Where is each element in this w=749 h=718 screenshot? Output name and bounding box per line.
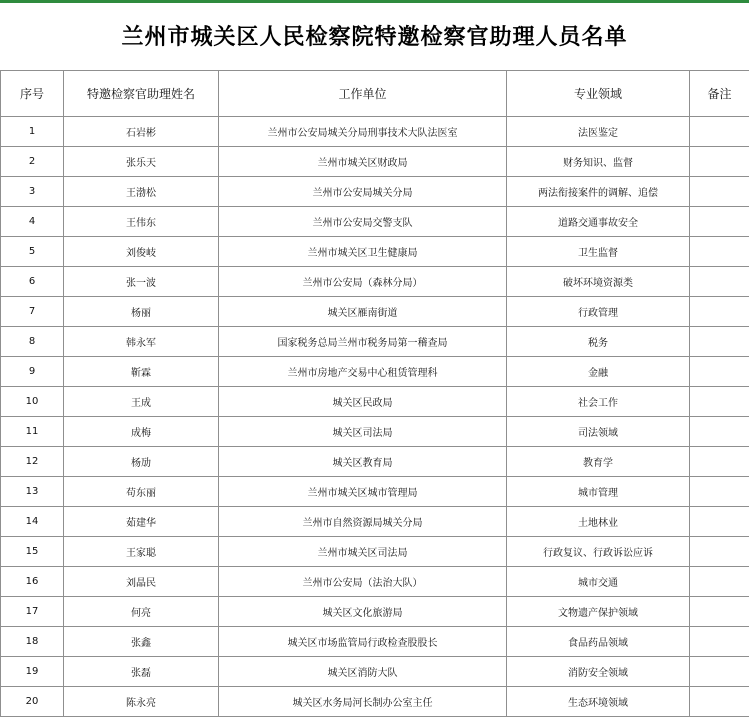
column-header-workplace: 工作单位 [219,71,507,117]
table-row [1,447,749,477]
cell-name: 张一波 [64,267,219,297]
cell-name: 茹建华 [64,507,219,537]
cell-name: 韩永军 [64,327,219,357]
cell-specialty: 法医鉴定 [507,117,690,147]
cell-specialty: 税务 [507,327,690,357]
table-row [1,387,749,417]
cell-name: 石岩彬 [64,117,219,147]
cell-name: 张乐天 [64,147,219,177]
cell-remarks [690,447,749,477]
cell-remarks [690,507,749,537]
cell-workplace: 城关区司法局 [219,417,507,447]
cell-remarks [690,237,749,267]
table-row [1,657,749,687]
cell-specialty: 社会工作 [507,387,690,417]
cell-name: 张磊 [64,657,219,687]
cell-remarks [690,687,749,717]
cell-workplace: 兰州市城关区司法局 [219,537,507,567]
cell-specialty: 破坏环境资源类 [507,267,690,297]
table-row [1,207,749,237]
cell-index: 16 [1,567,64,597]
cell-name: 杨丽 [64,297,219,327]
cell-specialty: 城市管理 [507,477,690,507]
cell-index: 4 [1,207,64,237]
cell-remarks [690,597,749,627]
table-row [1,117,749,147]
cell-name: 刘晶民 [64,567,219,597]
table-row [1,177,749,207]
cell-specialty: 城市交通 [507,567,690,597]
cell-workplace: 兰州市公安局（森林分局） [219,267,507,297]
cell-index: 17 [1,597,64,627]
cell-remarks [690,627,749,657]
cell-remarks [690,387,749,417]
cell-specialty: 道路交通事故安全 [507,207,690,237]
cell-index: 7 [1,297,64,327]
cell-specialty: 财务知识、监督 [507,147,690,177]
cell-index: 6 [1,267,64,297]
cell-remarks [690,357,749,387]
cell-specialty: 土地林业 [507,507,690,537]
cell-remarks [690,567,749,597]
table-row [1,297,749,327]
header-row [1,71,749,117]
cell-specialty: 金融 [507,357,690,387]
table-row [1,417,749,447]
cell-name: 王渤松 [64,177,219,207]
cell-specialty: 司法领域 [507,417,690,447]
cell-specialty: 文物遗产保护领域 [507,597,690,627]
cell-name: 成梅 [64,417,219,447]
cell-name: 王成 [64,387,219,417]
column-header-specialty: 专业领域 [507,71,690,117]
table-row [1,237,749,267]
cell-remarks [690,147,749,177]
cell-index: 14 [1,507,64,537]
cell-name: 苟东丽 [64,477,219,507]
cell-workplace: 城关区消防大队 [219,657,507,687]
cell-workplace: 兰州市城关区财政局 [219,147,507,177]
table-row [1,477,749,507]
cell-index: 3 [1,177,64,207]
cell-name: 王家聪 [64,537,219,567]
cell-index: 15 [1,537,64,567]
cell-index: 1 [1,117,64,147]
cell-index: 13 [1,477,64,507]
cell-workplace: 兰州市房地产交易中心租赁管理科 [219,357,507,387]
cell-name: 何亮 [64,597,219,627]
cell-workplace: 兰州市公安局城关分局刑事技术大队法医室 [219,117,507,147]
table-row [1,327,749,357]
cell-specialty: 教育学 [507,447,690,477]
cell-remarks [690,537,749,567]
cell-workplace: 兰州市城关区卫生健康局 [219,237,507,267]
table-row [1,507,749,537]
cell-remarks [690,267,749,297]
cell-specialty: 行政管理 [507,297,690,327]
roster-body [1,117,749,717]
cell-workplace: 国家税务总局兰州市税务局第一稽查局 [219,327,507,357]
cell-remarks [690,477,749,507]
table-row [1,627,749,657]
title-band [0,0,749,71]
cell-workplace: 兰州市公安局交警支队 [219,207,507,237]
cell-workplace: 兰州市公安局（法治大队） [219,567,507,597]
cell-index: 2 [1,147,64,177]
table-row [1,687,749,717]
cell-workplace: 城关区教育局 [219,447,507,477]
cell-remarks [690,327,749,357]
cell-workplace: 城关区文化旅游局 [219,597,507,627]
cell-workplace: 城关区市场监管局行政检查股股长 [219,627,507,657]
cell-specialty: 行政复议、行政诉讼应诉 [507,537,690,567]
roster-table [0,70,749,717]
cell-remarks [690,117,749,147]
table-row [1,147,749,177]
cell-remarks [690,657,749,687]
cell-index: 10 [1,387,64,417]
cell-remarks [690,177,749,207]
cell-name: 张鑫 [64,627,219,657]
cell-workplace: 兰州市城关区城市管理局 [219,477,507,507]
cell-name: 刘俊岐 [64,237,219,267]
table-row [1,567,749,597]
cell-name: 靳霖 [64,357,219,387]
cell-index: 18 [1,627,64,657]
cell-index: 5 [1,237,64,267]
table-row [1,267,749,297]
cell-index: 11 [1,417,64,447]
column-header-name: 特邀检察官助理姓名 [64,71,219,117]
cell-workplace: 城关区雁南街道 [219,297,507,327]
cell-index: 20 [1,687,64,717]
cell-specialty: 食品药品领域 [507,627,690,657]
cell-index: 19 [1,657,64,687]
cell-workplace: 兰州市公安局城关分局 [219,177,507,207]
cell-index: 12 [1,447,64,477]
cell-specialty: 两法衔接案件的调解、追偿 [507,177,690,207]
cell-workplace: 兰州市自然资源局城关分局 [219,507,507,537]
cell-remarks [690,207,749,237]
cell-remarks [690,417,749,447]
page-title: 兰州市城关区人民检察院特邀检察官助理人员名单 [121,23,628,50]
cell-workplace: 城关区水务局河长制办公室主任 [219,687,507,717]
cell-remarks [690,297,749,327]
cell-name: 杨劢 [64,447,219,477]
cell-specialty: 生态环境领域 [507,687,690,717]
cell-workplace: 城关区民政局 [219,387,507,417]
column-header-remarks: 备注 [690,71,749,117]
cell-name: 陈永亮 [64,687,219,717]
table-row [1,537,749,567]
cell-name: 王伟东 [64,207,219,237]
cell-specialty: 消防安全领域 [507,657,690,687]
column-header-index: 序号 [1,71,64,117]
cell-specialty: 卫生监督 [507,237,690,267]
table-row [1,357,749,387]
cell-index: 8 [1,327,64,357]
table-row [1,597,749,627]
cell-index: 9 [1,357,64,387]
